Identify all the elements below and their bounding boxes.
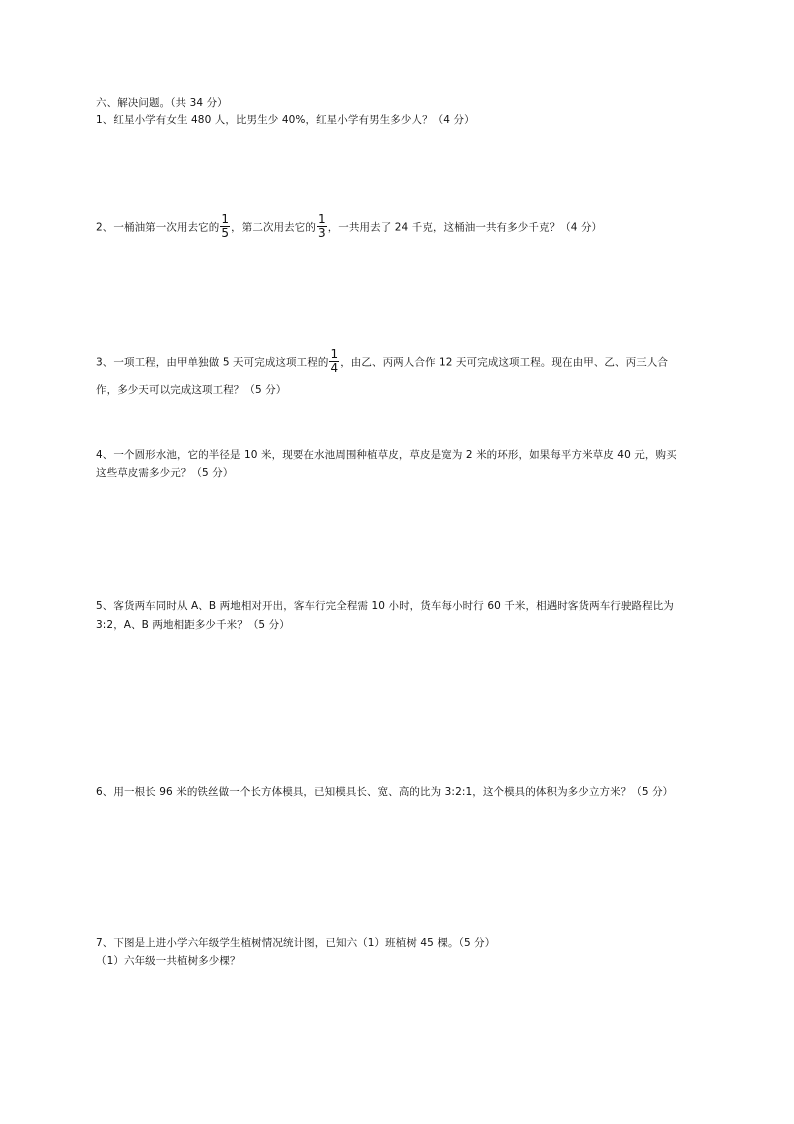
question-6-text: 6、用一根长 96 米的铁丝做一个长方体模具，已知模具长、宽、高的比为 3:2:1，这个模具的体积为多少立方米？（5 分） xyxy=(96,786,674,798)
question-5-text-line1: 5、客货两车同时从 A、B 两地相对开出，客车行完全程需 10 小时，货车每小时行 60 千米，相遇时客货两车行驶路程比为 xyxy=(96,600,674,612)
question-7-text-line1: 7、下图是上进小学六年级学生植树情况统计图，已知六（1）班植树 45 棵。（5 分） xyxy=(96,937,496,949)
question-1-text: 1、红星小学有女生 480 人，比男生少 40%，红星小学有男生多少人？（4 分） xyxy=(96,114,475,126)
question-5-text-line2: 3:2，A、B 两地相距多少千米？（5 分） xyxy=(96,619,290,631)
fraction-one-fifth: $\frac{1}{5}$ xyxy=(221,212,230,240)
question-2-text xyxy=(96,214,602,241)
fraction-one-third: $\frac{1}{3}$ xyxy=(317,212,326,240)
question-7-sub-1: （1）六年级一共植树多少棵？ xyxy=(96,955,241,967)
question-3-text-line1 xyxy=(96,349,668,376)
question-2-part-b: ，第二次用去它的 xyxy=(231,221,316,234)
fraction-one-quarter: $\frac{1}{4}$ xyxy=(330,347,339,375)
section-title: 六、解决问题。（共 34 分） xyxy=(96,97,228,109)
question-4-text-line2: 这些草皮需多少元？（5 分） xyxy=(96,467,234,479)
question-2-part-a: 2、一桶油第一次用去它的 xyxy=(96,221,220,234)
question-3-part-a: 3、一项工程，由甲单独做 5 天可完成这项工程的 xyxy=(96,356,329,369)
question-3-text-line2: 作，多少天可以完成这项工程？（5 分） xyxy=(96,384,287,396)
question-2-part-c: ，一共用去了 24 千克，这桶油一共有多少千克？（4 分） xyxy=(327,221,603,234)
question-4-text-line1: 4、一个圆形水池，它的半径是 10 米，现要在水池周围种植草皮，草皮是宽为 2 米的环形，如果每平方米草皮 40 元，购买 xyxy=(96,449,677,461)
question-3-part-b: ，由乙、丙两人合作 12 天可完成这项工程。现在由甲、乙、丙三人合 xyxy=(340,356,669,369)
